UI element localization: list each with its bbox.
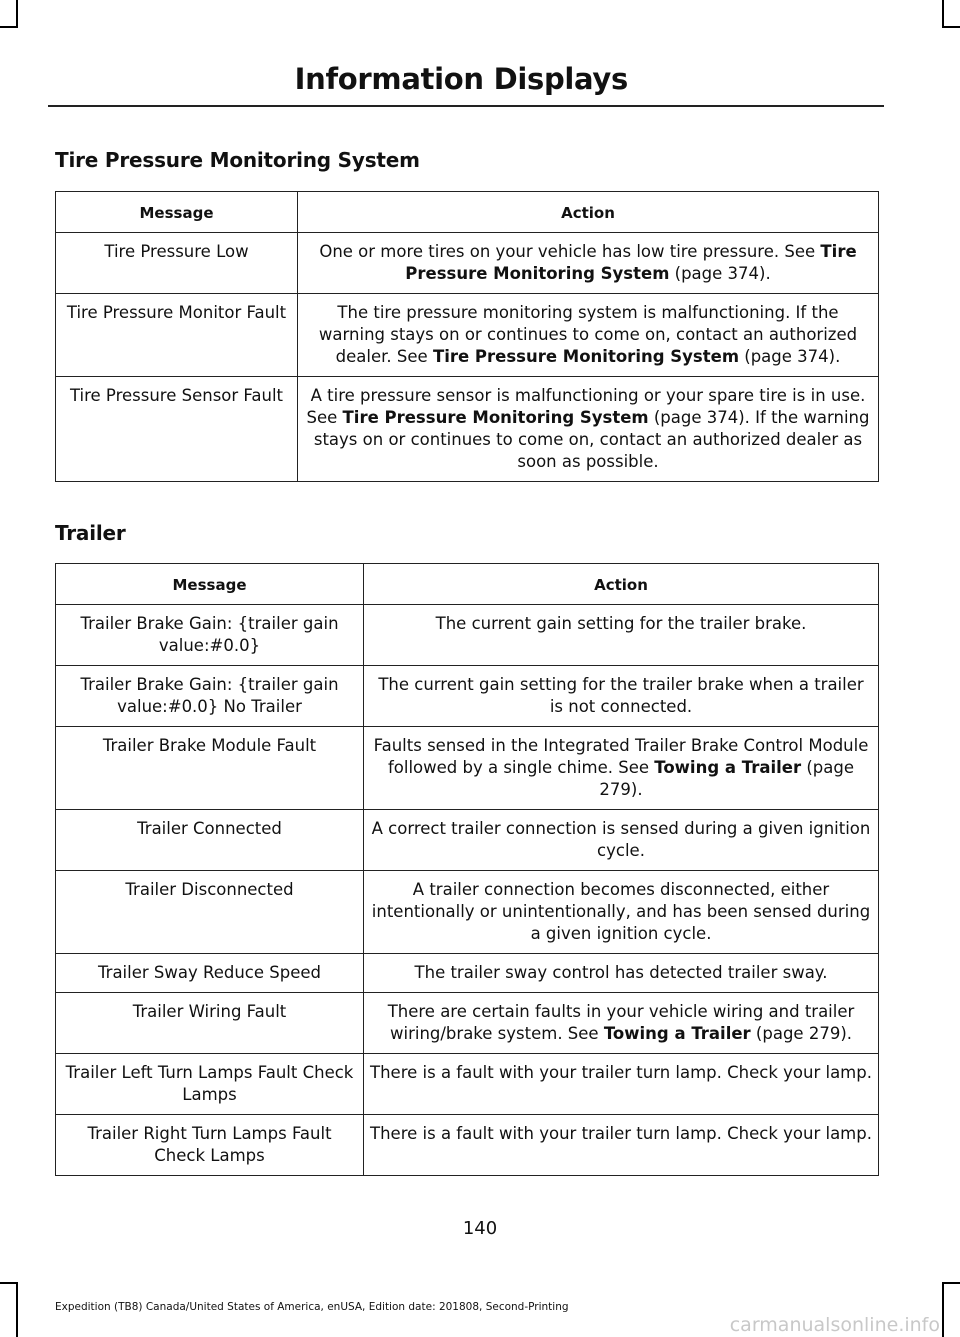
crop-mark [0, 26, 18, 28]
table-row [56, 871, 879, 954]
column-header-message: Message [56, 192, 298, 233]
action-cell [364, 1054, 879, 1115]
message-cell: Tire Pressure Low [56, 233, 298, 294]
action-cell [298, 233, 879, 294]
message-cell: Trailer Disconnected [56, 871, 364, 954]
message-cell: Trailer Connected [56, 810, 364, 871]
action-text: There is a fault with your trailer turn lamp. Check your lamp. [370, 1124, 872, 1143]
action-cell [298, 377, 879, 482]
message-cell: Trailer Sway Reduce Speed [56, 954, 364, 993]
action-text: The tire pressure monitoring system is malfunctioning. If the warning stays on or continues to come on, contact an authorized dealer. See [318, 303, 858, 366]
crop-mark [16, 0, 18, 28]
watermark: carmanualsonline.info [729, 1314, 940, 1336]
action-text: A tire pressure sensor is malfunctioning or your spare tire is in use. See [306, 386, 866, 427]
page-title: Information Displays [294, 62, 628, 96]
message-cell: Tire Pressure Sensor Fault [56, 377, 298, 482]
action-text: One or more tires on your vehicle has low tire pressure. See [319, 242, 821, 261]
message-cell: Trailer Left Turn Lamps Fault Check Lamps [56, 1054, 364, 1115]
table-row [56, 294, 879, 377]
edition-footer: Expedition (TB8) Canada/United States of America, enUSA, Edition date: 201808, Second-Printing [55, 1301, 569, 1313]
table-row [56, 954, 879, 993]
action-cell [364, 666, 879, 727]
title-divider [48, 105, 884, 107]
table-row [56, 377, 879, 482]
table-row [56, 605, 879, 666]
cross-reference: Tire Pressure Monitoring System [342, 408, 649, 427]
action-text: The trailer sway control has detected trailer sway. [414, 963, 828, 982]
action-text: (page 374). [739, 347, 841, 366]
column-header-action: Action [298, 192, 879, 233]
cross-reference: Tire Pressure Monitoring System [432, 347, 740, 366]
table-row [56, 727, 879, 810]
action-text: A trailer connection becomes disconnected, either intentionally or unintentionally, and has been sensed during a given ignition cycle. [371, 880, 871, 943]
column-header-action: Action [364, 564, 879, 605]
action-text: There are certain faults in your vehicle wiring and trailer wiring/brake system. See [387, 1002, 855, 1043]
table-row [56, 810, 879, 871]
crop-mark [16, 1282, 18, 1337]
crop-mark [0, 1282, 18, 1284]
action-text: The current gain setting for the trailer brake. [435, 614, 807, 633]
action-cell [364, 871, 879, 954]
tpms-message-table [55, 191, 879, 482]
action-text: There is a fault with your trailer turn lamp. Check your lamp. [370, 1063, 872, 1082]
trailer-message-table [55, 563, 879, 1176]
action-cell [364, 605, 879, 666]
message-cell: Trailer Right Turn Lamps Fault Check Lamps [56, 1115, 364, 1176]
action-cell [364, 810, 879, 871]
table-row [56, 1115, 879, 1176]
action-text: (page 279). [750, 1024, 852, 1043]
cross-reference: Towing a Trailer [603, 1024, 751, 1043]
table-header-row [56, 564, 879, 605]
action-text: (page 374). If the warning stays on or continues to come on, contact an authorized dealer as soon as possible. [313, 408, 870, 471]
crop-mark [942, 0, 944, 28]
action-text: A correct trailer connection is sensed during a given ignition cycle. [371, 819, 871, 860]
column-header-message: Message [56, 564, 364, 605]
message-cell: Trailer Wiring Fault [56, 993, 364, 1054]
table-row [56, 666, 879, 727]
table-row [56, 1054, 879, 1115]
table-header-row [56, 192, 879, 233]
action-cell [364, 993, 879, 1054]
action-cell [364, 954, 879, 993]
page-number: 140 [462, 1218, 498, 1239]
message-cell: Trailer Brake Gain: {trailer gain value:#0.0} No Trailer [56, 666, 364, 727]
action-cell [298, 294, 879, 377]
section-heading-trailer: Trailer [55, 521, 126, 545]
action-text: Faults sensed in the Integrated Trailer Brake Control Module followed by a single chime. See [373, 736, 869, 777]
action-cell [364, 1115, 879, 1176]
crop-mark [942, 26, 960, 28]
crop-mark [942, 1282, 960, 1284]
action-cell [364, 727, 879, 810]
message-cell: Tire Pressure Monitor Fault [56, 294, 298, 377]
action-text: (page 374). [669, 264, 771, 283]
message-cell: Trailer Brake Module Fault [56, 727, 364, 810]
crop-mark [942, 1282, 944, 1337]
action-text: (page 279). [599, 758, 855, 799]
section-heading-tpms: Tire Pressure Monitoring System [55, 148, 420, 172]
cross-reference: Tire Pressure Monitoring System [405, 242, 857, 283]
table-row [56, 233, 879, 294]
message-cell: Trailer Brake Gain: {trailer gain value:#0.0} [56, 605, 364, 666]
action-text: The current gain setting for the trailer brake when a trailer is not connected. [378, 675, 864, 716]
table-row [56, 993, 879, 1054]
cross-reference: Towing a Trailer [654, 758, 802, 777]
